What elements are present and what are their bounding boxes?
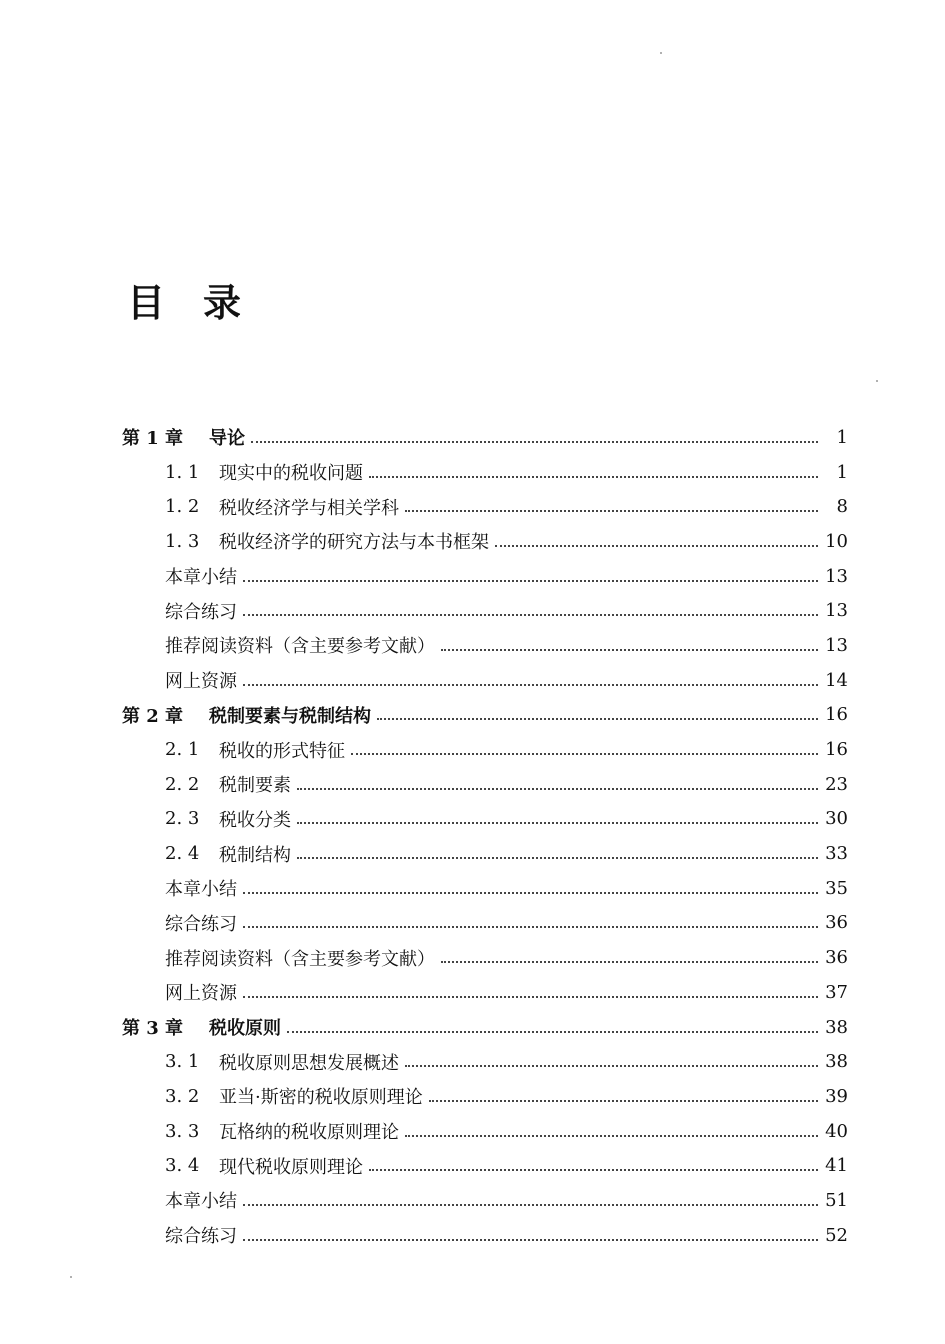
entry-number: 2. 1	[165, 739, 200, 761]
dot-leader	[429, 1099, 818, 1102]
scan-speck	[660, 52, 662, 54]
toc-section-entry[interactable]	[122, 455, 848, 490]
entry-title: 本章小结	[165, 567, 237, 589]
entry-title: 税制要素	[219, 775, 291, 797]
entry-title: 网上资源	[165, 983, 237, 1005]
entry-page-number: 39	[825, 1085, 848, 1107]
entry-page-number: 38	[825, 1016, 848, 1038]
scan-speck	[876, 380, 878, 382]
entry-page-number: 16	[825, 739, 848, 761]
toc-section-entry[interactable]	[122, 802, 848, 837]
dot-leader	[377, 717, 818, 720]
entry-title: 税制要素与税制结构	[209, 705, 371, 727]
entry-page-number: 51	[825, 1189, 848, 1211]
dot-leader	[297, 856, 818, 859]
toc-section-entry[interactable]	[122, 1079, 848, 1114]
entry-page-number: 13	[825, 600, 848, 622]
dot-leader	[405, 509, 818, 512]
dot-leader	[369, 475, 818, 478]
entry-page-number: 10	[825, 530, 848, 552]
entry-page-number: 41	[825, 1155, 848, 1177]
toc-section-entry[interactable]	[122, 906, 848, 941]
toc-section-entry[interactable]	[122, 1044, 848, 1079]
dot-leader	[441, 648, 818, 651]
entry-number: 第 1 章	[122, 428, 184, 450]
entry-page-number: 37	[825, 981, 848, 1003]
entry-page-number: 13	[825, 565, 848, 587]
entry-page-number: 13	[825, 634, 848, 656]
page-title: 目 录	[127, 281, 242, 325]
entry-page-number: 35	[825, 877, 848, 899]
entry-page-number: 36	[825, 947, 848, 969]
dot-leader	[441, 960, 818, 963]
entry-title: 本章小结	[165, 879, 237, 901]
entry-number: 2. 3	[165, 808, 200, 830]
toc-section-entry[interactable]	[122, 489, 848, 524]
dot-leader	[369, 1168, 818, 1171]
entry-number: 2. 4	[165, 843, 200, 865]
entry-page-number: 52	[825, 1224, 848, 1246]
toc-section-entry[interactable]	[122, 524, 848, 559]
dot-leader	[495, 544, 818, 547]
toc-section-entry[interactable]	[122, 732, 848, 767]
toc-section-entry[interactable]	[122, 1114, 848, 1149]
dot-leader	[243, 1203, 818, 1206]
entry-title: 现代税收原则理论	[219, 1156, 363, 1178]
toc-section-entry[interactable]	[122, 940, 848, 975]
entry-page-number: 8	[836, 496, 848, 518]
dot-leader	[251, 440, 818, 443]
entry-title: 现实中的税收问题	[219, 463, 363, 485]
dot-leader	[405, 1064, 818, 1067]
entry-title: 综合练习	[165, 913, 237, 935]
entry-title: 综合练习	[165, 601, 237, 623]
dot-leader	[297, 787, 818, 790]
toc-section-entry[interactable]	[122, 767, 848, 802]
entry-title: 税收原则思想发展概述	[219, 1052, 399, 1074]
entry-number: 3. 2	[165, 1085, 200, 1107]
entry-title: 税收经济学的研究方法与本书框架	[219, 532, 489, 554]
entry-title: 综合练习	[165, 1226, 237, 1248]
dot-leader	[287, 1030, 818, 1033]
entry-number: 3. 4	[165, 1155, 200, 1177]
entry-number: 第 3 章	[122, 1018, 184, 1040]
entry-title: 税收分类	[219, 809, 291, 831]
dot-leader	[243, 613, 818, 616]
dot-leader	[243, 891, 818, 894]
entry-title: 推荐阅读资料（含主要参考文献）	[165, 636, 435, 658]
toc-section-entry[interactable]	[122, 593, 848, 628]
entry-number: 3. 3	[165, 1120, 200, 1142]
entry-number: 1. 3	[165, 530, 200, 552]
entry-page-number: 1	[836, 461, 848, 483]
entry-page-number: 1	[836, 426, 848, 448]
entry-number: 3. 1	[165, 1051, 200, 1073]
entry-title: 瓦格纳的税收原则理论	[219, 1122, 399, 1144]
dot-leader	[243, 683, 818, 686]
entry-title: 税收的形式特征	[219, 740, 345, 762]
toc-chapter-entry[interactable]	[122, 420, 848, 455]
entry-title: 税收原则	[209, 1018, 281, 1040]
entry-page-number: 23	[825, 773, 848, 795]
toc-section-entry[interactable]	[122, 871, 848, 906]
entry-title: 导论	[209, 428, 245, 450]
entry-page-number: 30	[825, 808, 848, 830]
toc-chapter-entry[interactable]	[122, 1010, 848, 1045]
dot-leader	[243, 1238, 818, 1241]
toc-section-entry[interactable]	[122, 559, 848, 594]
toc-section-entry[interactable]	[122, 1218, 848, 1253]
entry-number: 第 2 章	[122, 705, 184, 727]
toc-section-entry[interactable]	[122, 975, 848, 1010]
entry-page-number: 38	[825, 1051, 848, 1073]
entry-title: 亚当·斯密的税收原则理论	[219, 1087, 423, 1109]
dot-leader	[351, 752, 818, 755]
dot-leader	[243, 925, 818, 928]
toc-section-entry[interactable]	[122, 1183, 848, 1218]
toc-section-entry[interactable]	[122, 1148, 848, 1183]
entry-number: 1. 1	[165, 461, 200, 483]
dot-leader	[243, 579, 818, 582]
entry-title: 税收经济学与相关学科	[219, 497, 399, 519]
toc-section-entry[interactable]	[122, 663, 848, 698]
scan-speck	[70, 1276, 72, 1278]
entry-number: 2. 2	[165, 773, 200, 795]
entry-number: 1. 2	[165, 496, 200, 518]
entry-title: 本章小结	[165, 1191, 237, 1213]
entry-page-number: 40	[825, 1120, 848, 1142]
entry-title: 网上资源	[165, 671, 237, 693]
toc-section-entry[interactable]	[122, 628, 848, 663]
entry-title: 推荐阅读资料（含主要参考文献）	[165, 948, 435, 970]
toc-section-entry[interactable]	[122, 836, 848, 871]
entry-page-number: 14	[825, 669, 848, 691]
dot-leader	[405, 1134, 818, 1137]
entry-page-number: 33	[825, 843, 848, 865]
entry-page-number: 36	[825, 912, 848, 934]
entry-page-number: 16	[825, 704, 848, 726]
dot-leader	[243, 995, 818, 998]
dot-leader	[297, 821, 818, 824]
table-of-contents	[122, 420, 848, 1253]
entry-title: 税制结构	[219, 844, 291, 866]
toc-chapter-entry[interactable]	[122, 698, 848, 733]
